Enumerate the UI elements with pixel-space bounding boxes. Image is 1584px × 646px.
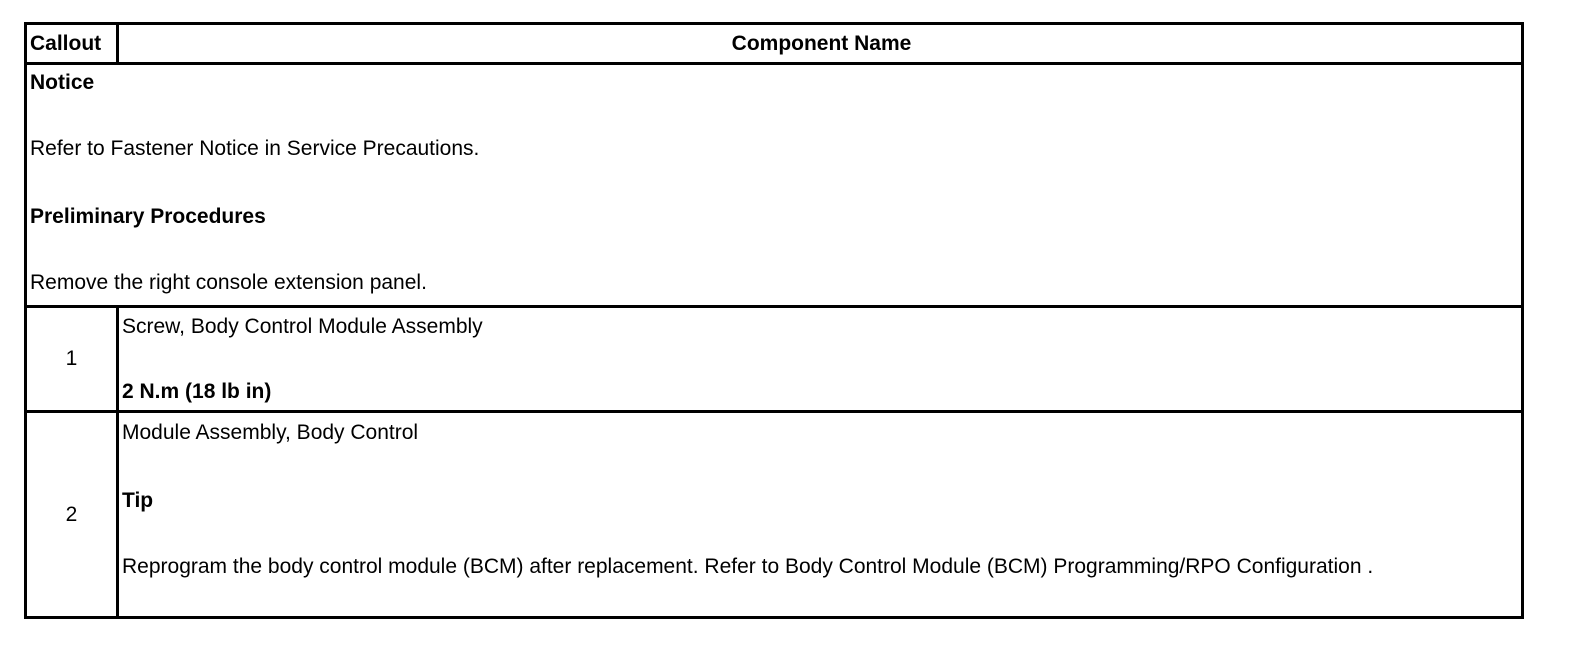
table-header-row: [27, 25, 1521, 65]
notice-row: [27, 65, 1521, 308]
notice-heading: Notice: [30, 71, 95, 94]
table-row: [27, 413, 1521, 616]
callout-number: 1: [27, 308, 119, 410]
notice-text: Refer to Fastener Notice in Service Precautions.: [30, 137, 480, 160]
callout-number: 2: [27, 413, 119, 616]
tip-text: Reprogram the body control module (BCM) after replacement. Refer to Body Control Module (BCM) Programming/RPO Configuration .: [122, 555, 1374, 578]
component-table: [24, 22, 1524, 619]
component-name-cell: [119, 413, 1521, 616]
preliminary-procedures-text: Remove the right console extension panel.: [30, 271, 427, 294]
tip-heading: Tip: [122, 489, 154, 512]
component-name: Module Assembly, Body Control: [122, 421, 419, 444]
component-name: Screw, Body Control Module Assembly: [122, 315, 483, 338]
preliminary-procedures-heading: Preliminary Procedures: [30, 205, 266, 228]
component-name-header: Component Name: [731, 31, 912, 55]
table-row: [27, 308, 1521, 413]
torque-spec: 2 N.m (18 lb in): [122, 380, 272, 403]
component-name-cell: [119, 308, 1521, 410]
callout-header: Callout: [27, 25, 119, 62]
